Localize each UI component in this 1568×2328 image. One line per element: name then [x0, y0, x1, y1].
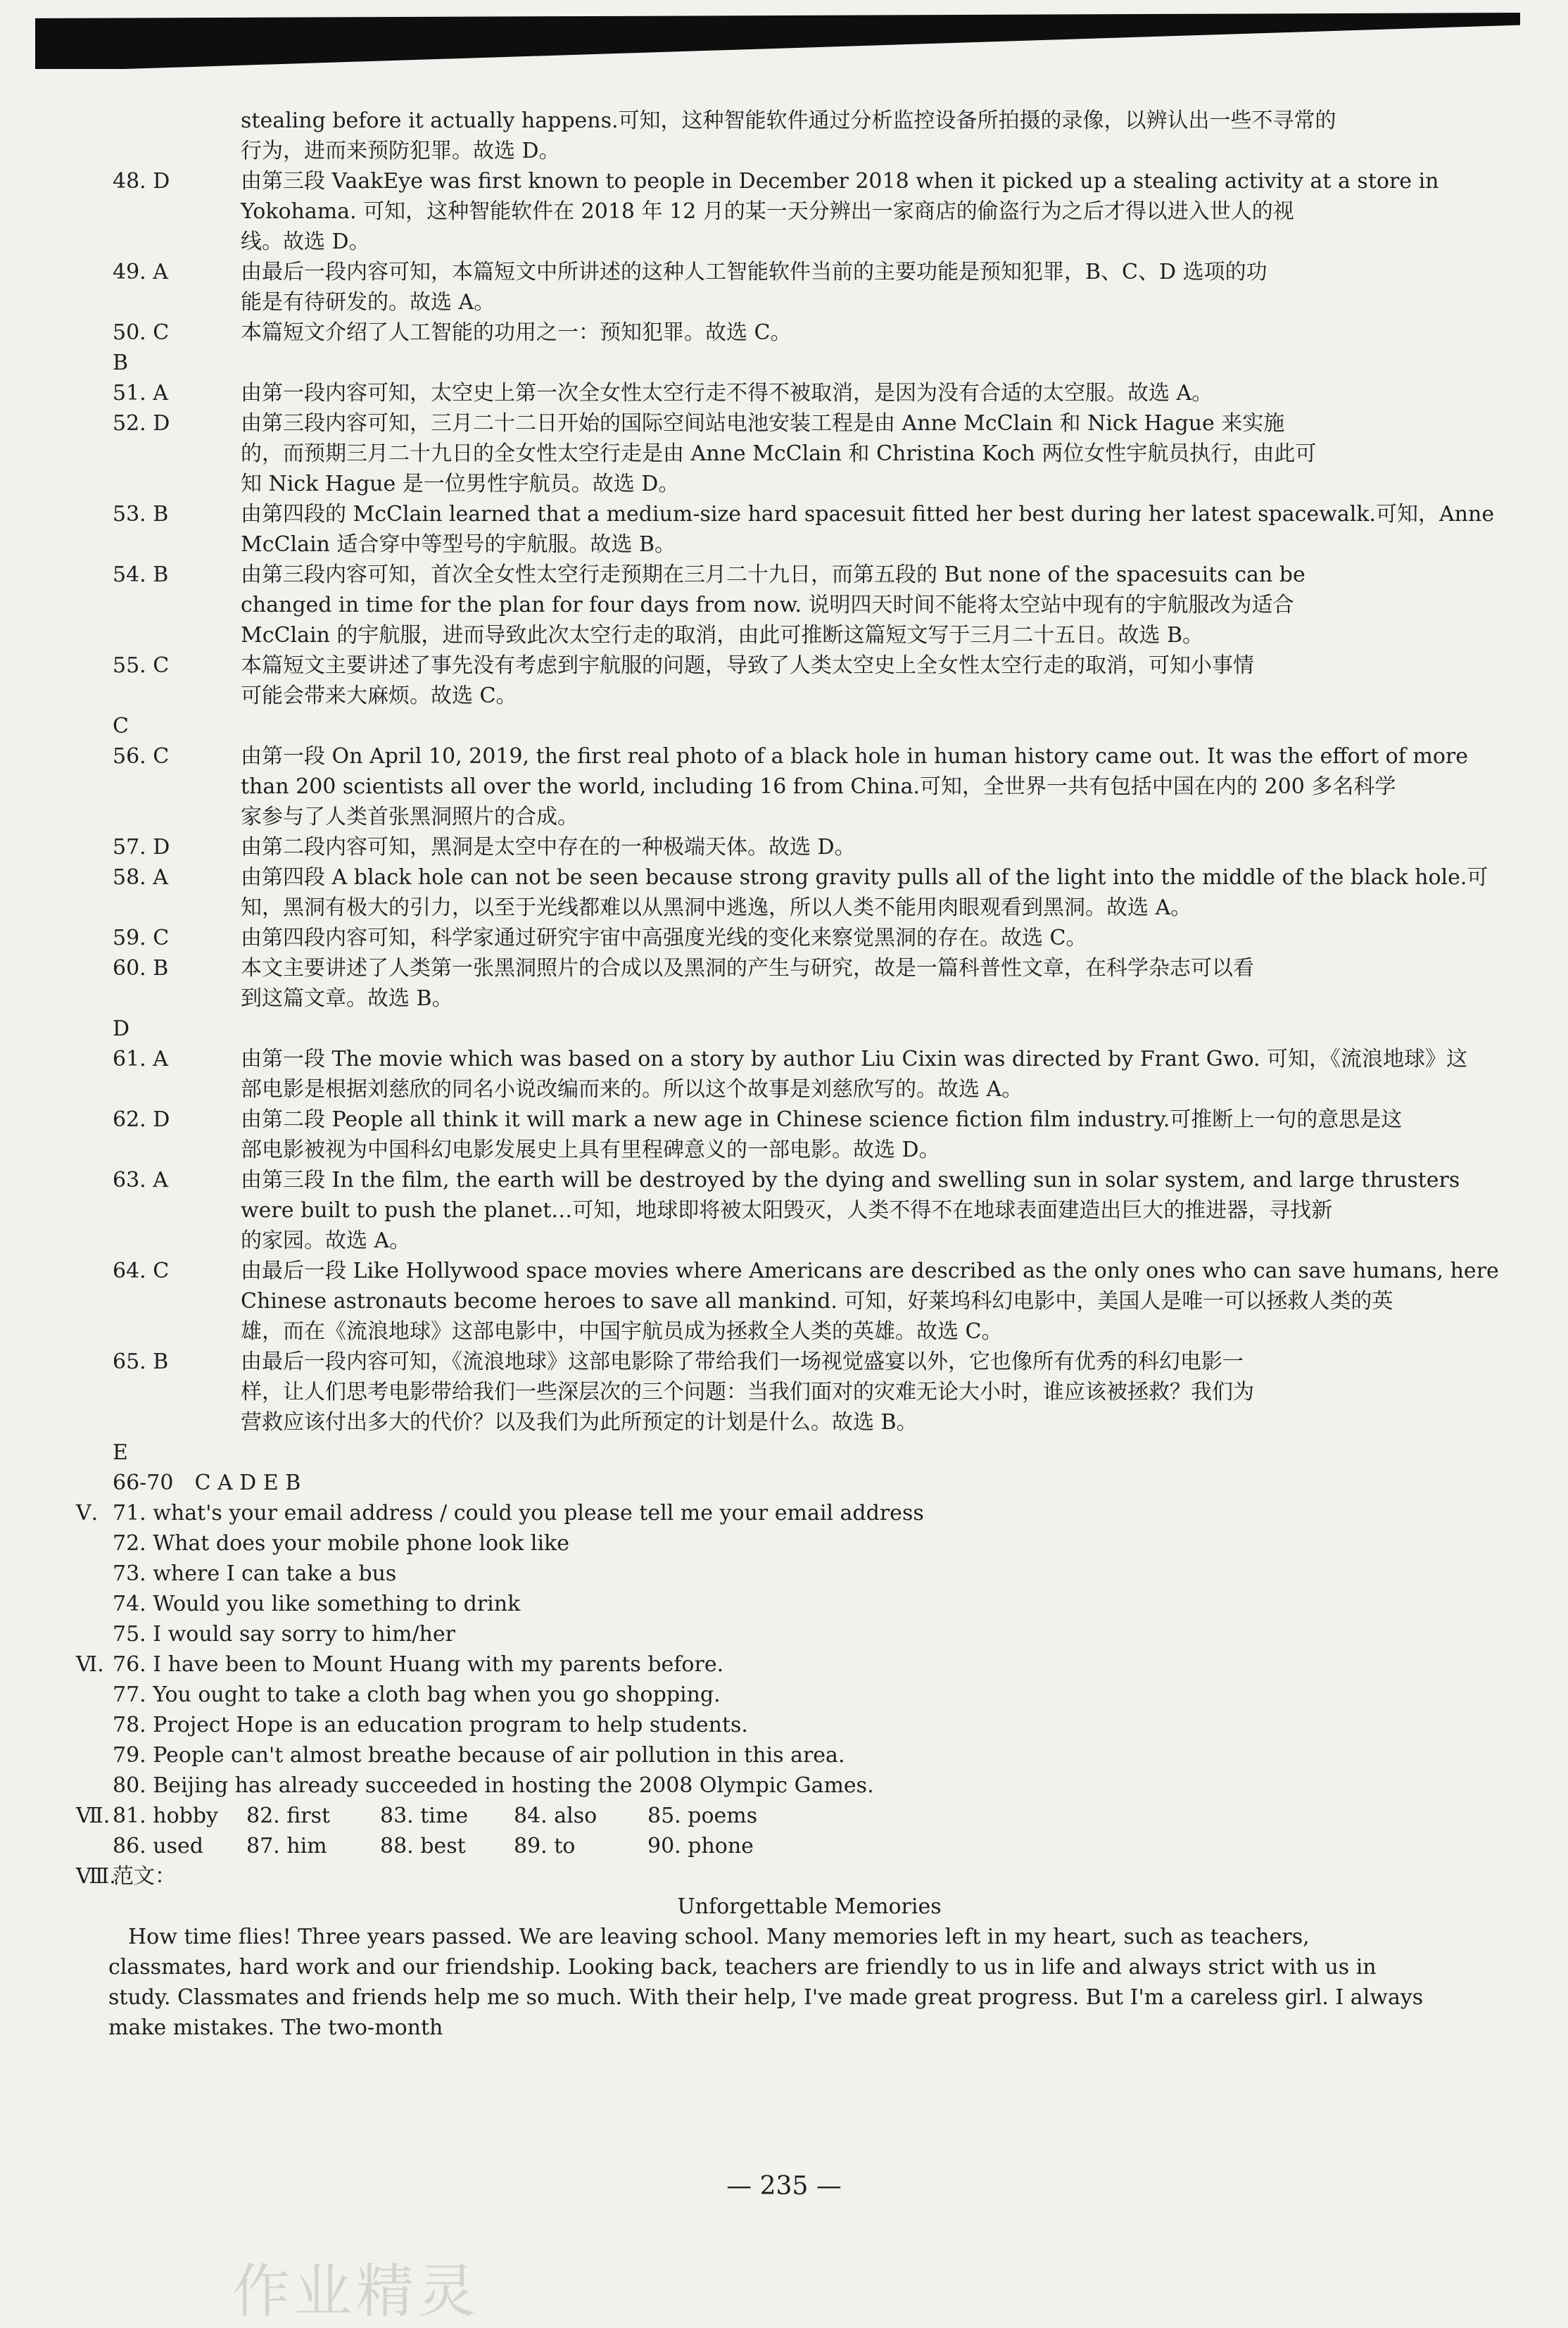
text-line: 由第一段 On April 10, 2019, the first real photo of a black hole in human history came out. It was the effort of more — [241, 744, 1468, 769]
answer-grid-row — [113, 1831, 1422, 1861]
grid-answer: 82. first — [246, 1804, 331, 1828]
answer-number: 53. B — [113, 502, 169, 527]
text-line: McClain 的宇航服，进而导致此次太空行走的取消，由此可推断这篇短文写于三月二十五日。故选 B。 — [241, 623, 1203, 648]
text-line: 由第一段 The movie which was based on a story by author Liu Cixin was directed by Frant Gwo. 可知，《流浪地球》这 — [241, 1047, 1468, 1071]
text-line: 由最后一段 Like Hollywood space movies where Americans are described as the only ones who can save humans, here — [241, 1259, 1499, 1283]
answer-number: 52. D — [113, 411, 170, 436]
text-line: 营救应该付出多大的代价？以及我们为此所预定的计划是什么。故选 B。 — [241, 1410, 918, 1435]
text-line: were built to push the planet…可知，地球即将被太阳毁灭，人类不得不在地球表面建造出巨大的推进器，寻找新 — [241, 1198, 1333, 1223]
text-line: 能是有待研发的。故选 A。 — [241, 290, 495, 315]
text-line: 本篇短文主要讲述了事先没有考虑到宇航服的问题，导致了人类太空史上全女性太空行走的取消，可知小事情 — [241, 653, 1254, 678]
text-line: 部电影被视为中国科幻电影发展史上具有里程碑意义的一部电影。故选 D。 — [241, 1138, 940, 1162]
text-line: 本文主要讲述了人类第一张黑洞照片的合成以及黑洞的产生与研究，故是一篇科普性文章，在科学杂志可以看 — [241, 956, 1254, 981]
answer-item — [113, 1347, 1422, 1377]
text-line: McClain 适合穿中等型号的宇航服。故选 B。 — [241, 532, 676, 557]
answer-item — [113, 1044, 1468, 1074]
answer-item — [113, 862, 1488, 893]
text-line: 71. what's your email address / could you please tell me your email address — [113, 1501, 924, 1525]
text-line: 78. Project Hope is an education program to help students. — [113, 1713, 748, 1737]
section-label: E — [113, 1440, 128, 1465]
text-line: 由最后一段内容可知，本篇短文中所讲述的这种人工智能软件当前的主要功能是预知犯罪，B、C、D 选项的功 — [241, 260, 1267, 284]
text-line: 范文： — [113, 1864, 176, 1889]
answer-item — [113, 1165, 1460, 1195]
answer-item — [113, 408, 1422, 439]
answer-grid-row — [113, 1801, 781, 1831]
text-line: 知，黑洞有极大的引力，以至于光线都难以从黑洞中逃逸，所以人类不能用肉眼观看到黑洞。故选 A。 — [241, 895, 1192, 920]
text-line: 由第三段 In the film, the earth will be destroyed by the dying and swelling sun in solar system, and large thrusters — [241, 1168, 1460, 1193]
section-label: D — [113, 1017, 130, 1041]
answer-number: 51. A — [113, 381, 168, 405]
roman-numeral: Ⅷ. — [76, 1864, 116, 1889]
grid-answer: 83. time — [380, 1804, 469, 1828]
answer-item — [113, 499, 1495, 529]
text-line: 由第三段 VaakEye was first known to people in December 2018 when it picked up a stealing activity at a store in — [241, 169, 1439, 194]
page-number: — 235 — — [726, 2172, 842, 2201]
answer-number: 54. B — [113, 562, 169, 587]
text-line: 77. You ought to take a cloth bag when you go shopping. — [113, 1682, 721, 1707]
text-line: 行为，进而来预防犯罪。故选 D。 — [241, 139, 560, 163]
text-line: 由第三段内容可知，三月二十二日开始的国际空间站电池安装工程是由 Anne McClain 和 Nick Hague 来实施 — [241, 411, 1285, 436]
text-line: stealing before it actually happens.可知，这种智能软件通过分析监控设备所拍摄的录像，以辨认出一些不寻常的 — [241, 108, 1336, 133]
text-line: 由第一段内容可知，太空史上第一次全女性太空行走不得不被取消，是因为没有合适的太空服。故选 A。 — [241, 381, 1213, 405]
grid-answer: 84. also — [514, 1804, 598, 1828]
grid-answer: 85. poems — [647, 1804, 758, 1828]
answer-item — [113, 317, 1422, 348]
text-line: 可能会带来大麻烦。故选 C。 — [241, 684, 517, 708]
grid-answer: 90. phone — [647, 1834, 754, 1858]
answer-number: 49. A — [113, 260, 168, 284]
answer-number: 65. B — [113, 1349, 169, 1374]
text-line: 家参与了人类首张黑洞照片的合成。 — [241, 805, 578, 829]
answer-item — [113, 650, 1422, 681]
text-line: than 200 scientists all over the world, including 16 from China.可知，全世界一共有包括中国在内的 200 多名科学 — [241, 774, 1396, 799]
grid-answer: 88. best — [380, 1834, 466, 1858]
text-line: 线。故选 D。 — [241, 229, 370, 254]
text-line: 由第二段内容可知，黑洞是太空中存在的一种极端天体。故选 D。 — [241, 835, 856, 860]
answer-item — [113, 1256, 1499, 1286]
essay-paragraph: How time flies! Three years passed. We are leaving school. Many memories left in my heart, such as teachers, classmates, hard work and our friendship. Looking back, teachers are friendly to us in life and always strict with us in study. Classmates and friends help me so much. With their help, I've made great progress. But I'm a careless girl. I always make mistakes. The two-month — [108, 1925, 1424, 2040]
text-line: 由第四段的 McClain learned that a medium-size hard spacesuit fitted her best during her latest spacewalk.可知，Anne — [241, 502, 1495, 527]
answer-number: 48. D — [113, 169, 170, 194]
answer-item — [113, 741, 1468, 772]
answer-item — [113, 953, 1422, 983]
answer-item — [113, 560, 1422, 590]
section-six — [76, 1649, 1422, 1680]
answer-number: 60. B — [113, 956, 169, 981]
text-line: 知 Nick Hague 是一位男性宇航员。故选 D。 — [241, 472, 680, 496]
answer-number: 59. C — [113, 926, 170, 950]
text-line: 雄，而在《流浪地球》这部电影中，中国宇航员成为拯救全人类的英雄。故选 C。 — [241, 1319, 1003, 1344]
roman-numeral: Ⅵ. — [76, 1652, 104, 1677]
text-line: Chinese astronauts become heroes to save all mankind. 可知，好莱坞科幻电影中，美国人是唯一可以拯救人类的英 — [241, 1289, 1393, 1314]
text-line: 的，而预期三月二十九日的全女性太空行走是由 Anne McClain 和 Christina Koch 两位女性宇航员执行，由此可 — [241, 441, 1317, 466]
text-line: 由第二段 People all think it will mark a new age in Chinese science fiction film industry.可推断上一句的意思是这 — [241, 1107, 1403, 1132]
text-line: 76. I have been to Mount Huang with my parents before. — [113, 1652, 724, 1677]
text-line: 66-70 C A D E B — [113, 1471, 301, 1495]
text-line: Yokohama. 可知，这种智能软件在 2018 年 12 月的某一天分辨出一家商店的偷盗行为之后才得以进入世人的视 — [241, 199, 1294, 224]
answer-content — [76, 106, 1499, 2043]
text-line: 本篇短文介绍了人工智能的功用之一：预知犯罪。故选 C。 — [241, 320, 792, 345]
answer-number: 50. C — [113, 320, 170, 345]
essay-title: Unforgettable Memories — [677, 1894, 942, 1919]
answer-item — [113, 923, 1422, 953]
answer-number: 57. D — [113, 835, 170, 860]
answer-number: 63. A — [113, 1168, 168, 1193]
text-line: 由第四段内容可知，科学家通过研究宇宙中高强度光线的变化来察觉黑洞的存在。故选 C。 — [241, 926, 1087, 950]
answer-item — [113, 832, 1422, 862]
answer-item — [113, 166, 1439, 196]
roman-numeral: Ⅶ. — [76, 1804, 110, 1828]
grid-answer: 89. to — [514, 1834, 576, 1858]
text-line: 部电影是根据刘慈欣的同名小说改编而来的。所以这个故事是刘慈欣写的。故选 A。 — [241, 1077, 1023, 1102]
answer-number: 55. C — [113, 653, 170, 678]
answer-number: 61. A — [113, 1047, 168, 1071]
text-line: 由最后一段内容可知，《流浪地球》这部电影除了带给我们一场视觉盛宴以外，它也像所有优秀的科幻电影一 — [241, 1349, 1244, 1374]
text-line: 到这篇文章。故选 B。 — [241, 986, 453, 1011]
section-seven — [76, 1801, 1422, 1831]
text-line: 75. I would say sorry to him/her — [113, 1622, 455, 1647]
section-five — [76, 1498, 1422, 1528]
grid-answer: 87. him — [246, 1834, 327, 1858]
top-black-band — [35, 13, 1520, 69]
text-line: changed in time for the plan for four days from now. 说明四天时间不能将太空站中现有的宇航服改为适合 — [241, 593, 1294, 617]
text-line: 79. People can't almost breathe because of air pollution in this area. — [113, 1743, 845, 1768]
text-line: 由第三段内容可知，首次全女性太空行走预期在三月二十九日，而第五段的 But none of the spacesuits can be — [241, 562, 1305, 587]
text-line: 样，让人们思考电影带给我们一些深层次的三个问题：当我们面对的灾难无论大小时，谁应该被拯救？我们为 — [241, 1380, 1254, 1404]
watermark: 作业精灵 — [232, 2258, 481, 2325]
text-line: 74. Would you like something to drink — [113, 1592, 521, 1616]
roman-numeral: Ⅴ. — [76, 1501, 99, 1525]
essay-body — [108, 1922, 1431, 2043]
grid-answer: 86. used — [113, 1834, 203, 1858]
section-label: C — [113, 714, 129, 738]
text-line: 的家园。故选 A。 — [241, 1228, 411, 1253]
text-line: 73. where I can take a bus — [113, 1561, 397, 1586]
text-line: 72. What does your mobile phone look like — [113, 1531, 569, 1556]
section-label: B — [113, 351, 129, 375]
text-line: 由第四段 A black hole can not be seen because strong gravity pulls all of the light into the middle of the black hole.可 — [241, 865, 1488, 890]
answer-item — [113, 1105, 1422, 1135]
text-line: 80. Beijing has already succeeded in hosting the 2008 Olympic Games. — [113, 1773, 874, 1798]
answer-number: 64. C — [113, 1259, 170, 1283]
answer-number: 62. D — [113, 1107, 170, 1132]
section-eight — [76, 1861, 1422, 1892]
answer-item — [113, 378, 1422, 408]
answer-number: 58. A — [113, 865, 168, 890]
answer-number: 56. C — [113, 744, 170, 769]
answer-item — [113, 257, 1422, 287]
grid-answer: 81. hobby — [113, 1804, 218, 1828]
